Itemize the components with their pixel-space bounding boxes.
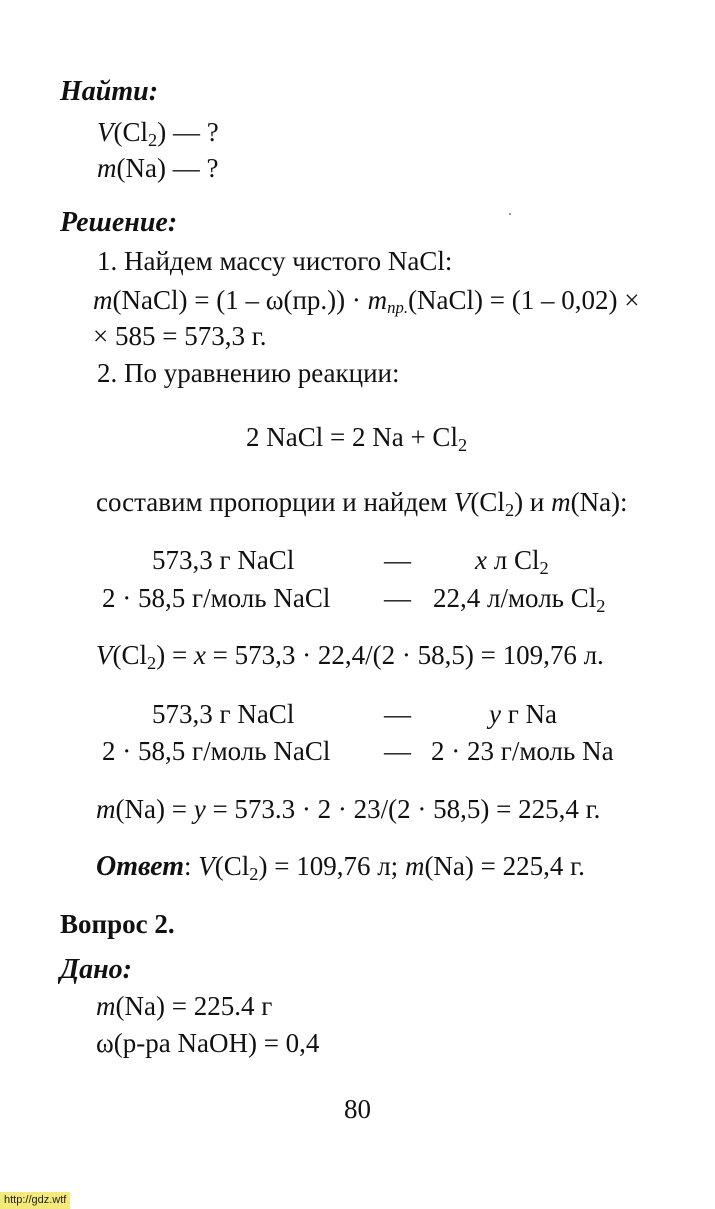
formula-mass-nacl: m(NaCl) = $(1 - \omega(пр.)) \cdot m_{пр.}(NaCl) = (1 - 0,02)$ × [93,285,640,318]
page-number: 80 [344,1094,371,1124]
find-heading: Найти: [60,76,159,107]
solution-step-2: 2. По уравнению реакции: [97,358,400,388]
result-volume-cl2: $V(Cl_2) = x = 573,3 \cdot 22,4/(2 \cdot 58,5) = 109,76$ л. [96,640,604,674]
find-item-mass-na: m(Na) — ? [97,153,219,183]
reaction-equation: 2 NaCl = 2 $Na + Cl_2$ [246,422,468,456]
formula-mass-nacl-continued: × 585 = 573,3 г. [93,321,267,351]
find-item-volume-cl2: $V(Cl_2)$ — ? [97,117,219,151]
solution-step-1: 1. Найдем массу чистого NaCl: [97,246,453,276]
given-heading: Дано: [60,954,132,985]
answer-line: Ответ: $V(Cl_2) = 109,76$ л; m(Na) = 225,4 г. [96,851,585,885]
textbook-page: Найти: $V(Cl_2)$ — ? m(Na) — ? Решение: 1. Найдем массу чистого NaCl: m(NaCl) = $(1 - \omega(пр.)) \cdot m_{пр.}(NaCl) = (1 - 0,02)$ × × 585 = 573,3 г. 2. По уравнению реакции: 2 NaCl = 2 $Na + Cl_2$ составим пропорции и найдем $V(Cl_2)$ и m(Na): 573,3 г NaCl — x л $Cl_2$ 2 · 58,5 г/моль NaCl — 22,4 л/моль $Cl_2$ $V(Cl_2) = x = 573,3 \cdot 22,4/(2 \cdot 58,5) = 109,76$ л. 573,3 г NaCl — y г Na 2 · 58,5 г/моль NaCl — 2 · 23 г/моль Na m(Na) = y = 573.3 · 2 · 23/(2 · 58,5) = 225,4 г. Ответ: $V(Cl_2) = 109,76$ л; m(Na) = 225,4 г. Вопрос 2. Дано: m(Na) = 225.4 г ω(р-ра NaOH) = 0,4 80 http://gdz.wtf [0,0,715,1209]
watermark-link[interactable]: http://gdz.wtf [0,1192,70,1209]
proportion-intro: составим пропорции и найдем $V(Cl_2)$ и m(Na): [96,487,628,521]
scan-speck [509,213,511,215]
result-mass-na: m(Na) = y = 573.3 · 2 · 23/(2 · 58,5) = 225,4 г. [96,794,601,824]
question-2-heading: Вопрос 2. [60,909,175,939]
given-naoh-fraction: ω(р-ра NaOH) = 0,4 [96,1028,320,1058]
solution-heading: Решение: [60,207,178,238]
given-mass-na: m(Na) = 225.4 г [96,991,273,1021]
